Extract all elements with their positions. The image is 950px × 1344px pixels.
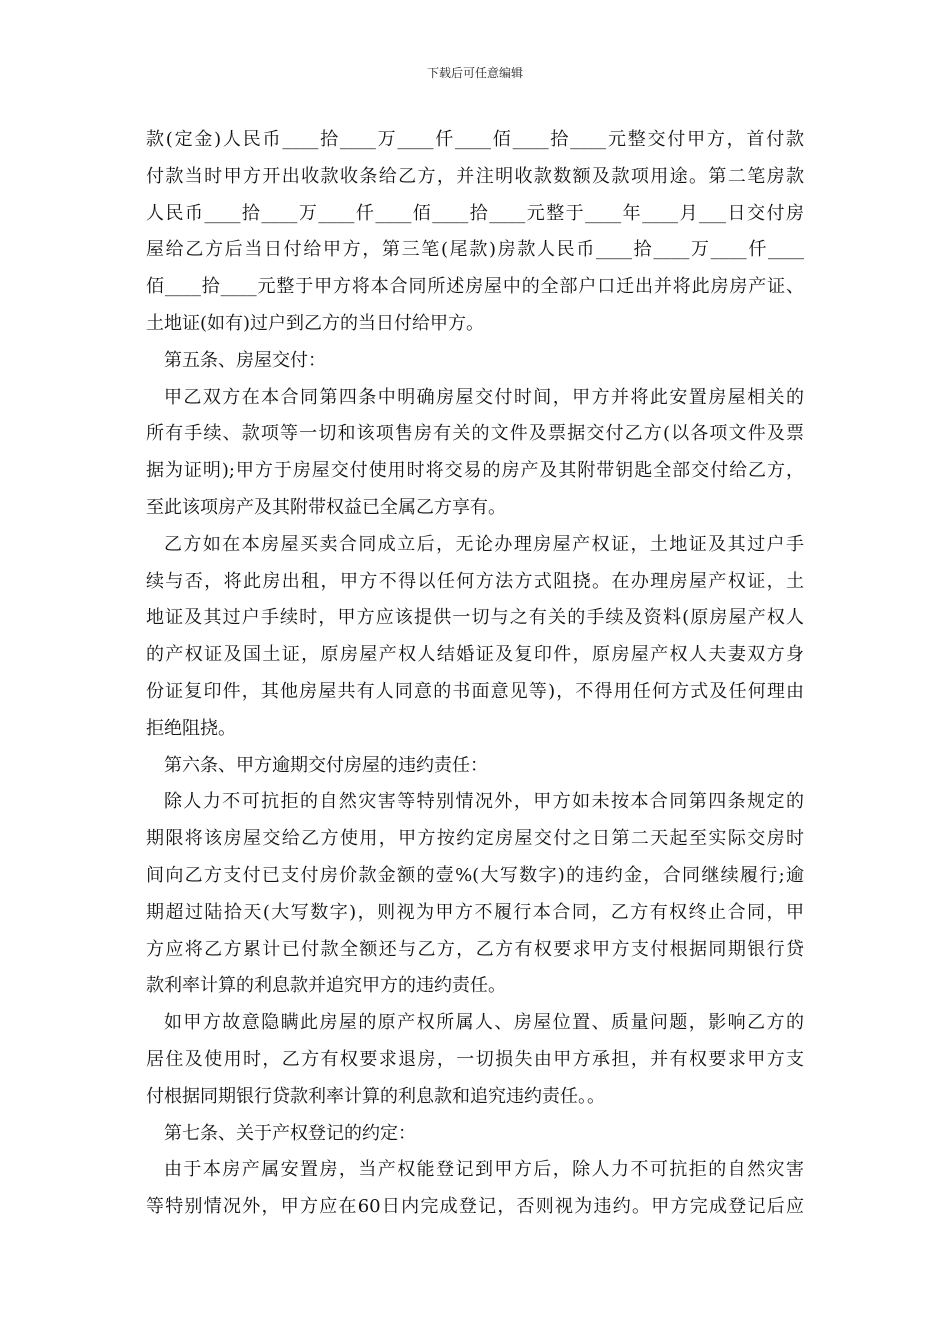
document-line: 佰____拾____元整于甲方将本合同所述房屋中的全部户口迁出并将此房房产证、 [146,276,804,298]
document-line: 由于本房产属安置房，当产权能登记到甲方后，除人力不可抗拒的自然灾害 [164,1159,804,1181]
document-line: 的产权证及国土证，原房屋产权人结婚证及复印件，原房屋产权人夫妻双方身 [146,644,804,666]
document-line: 除人力不可抗拒的自然灾害等特别情况外，甲方如未按本合同第四条规定的 [164,791,804,813]
document-line: 至此该项房产及其附带权益已全属乙方享有。 [146,496,506,518]
document-line: 期超过陆拾天(大写数字)，则视为甲方不履行本合同，乙方有权终止合同，甲 [146,901,804,923]
document-line: 拒绝阻挠。 [146,717,236,739]
document-line: 土地证(如有)过户到乙方的当日付给甲方。 [146,312,485,334]
document-line: 款(定金)人民币____拾____万____仟____佰____拾____元整交付甲方，首付款 [146,129,804,150]
document-line: 乙方如在本房屋买卖合同成立后，无论办理房屋产权证，土地证及其过户手 [164,533,804,555]
document-line: 间向乙方支付已支付房价款金额的壹%(大写数字)的违约金，合同继续履行;逾 [146,864,804,886]
document-line: 份证复印件，其他房屋共有人同意的书面意见等)，不得用任何方式及任何理由 [146,680,804,702]
document-line: 第五条、房屋交付： [164,349,326,371]
document-line: 居住及使用时，乙方有权要求退房，一切损失由甲方承担，并有权要求甲方支 [146,1048,804,1070]
document-line: 人民币____拾____万____仟____佰____拾____元整于____年____月___日交付房 [146,202,804,224]
document-line: 期限将该房屋交给乙方使用，甲方按约定房屋交付之日第二天起至实际交房时 [146,828,804,850]
document-line: 方应将乙方累计已付款全额还与乙方，乙方有权要求甲方支付根据同期银行贷 [146,938,804,960]
document-line: 据为证明);甲方于房屋交付使用时将交易的房产及其附带钥匙全部交付给乙方， [146,460,804,482]
document-line: 续与否，将此房出租，甲方不得以任何方法方式阻挠。在办理房屋产权证，土 [146,570,804,592]
document-line: 屋给乙方后当日付给甲方，第三笔(尾款)房款人民币____拾____万____仟____ [146,239,804,261]
document-line: 所有手续、款项等一切和该项售房有关的文件及票据交付乙方(以各项文件及票 [146,423,804,445]
document-line: 款利率计算的利息款并追究甲方的违约责任。 [146,975,506,997]
document-line: 如甲方故意隐瞒此房屋的原产权所属人、房屋位置、质量问题，影响乙方的 [164,1012,804,1034]
document-line: 地证及其过户手续时，甲方应该提供一切与之有关的手续及资料(原房屋产权人 [146,607,804,629]
page-header: 下载后可任意编辑 [426,66,523,80]
document-line: 等特别情况外，甲方应在60日内完成登记，否则视为违约。甲方完成登记后应 [146,1196,804,1218]
document-line: 第七条、关于产权登记的约定： [164,1122,416,1144]
document-body [146,122,804,1226]
document-line: 甲乙双方在本合同第四条中明确房屋交付时间，甲方并将此安置房屋相关的 [164,386,804,408]
document-line: 付根据同期银行贷款利率计算的利息款和追究违约责任。。 [146,1085,605,1107]
document-line: 付款当时甲方开出收款收条给乙方，并注明收款数额及款项用途。第二笔房款 [146,165,804,187]
document-line: 第六条、甲方逾期交付房屋的违约责任： [164,754,488,776]
